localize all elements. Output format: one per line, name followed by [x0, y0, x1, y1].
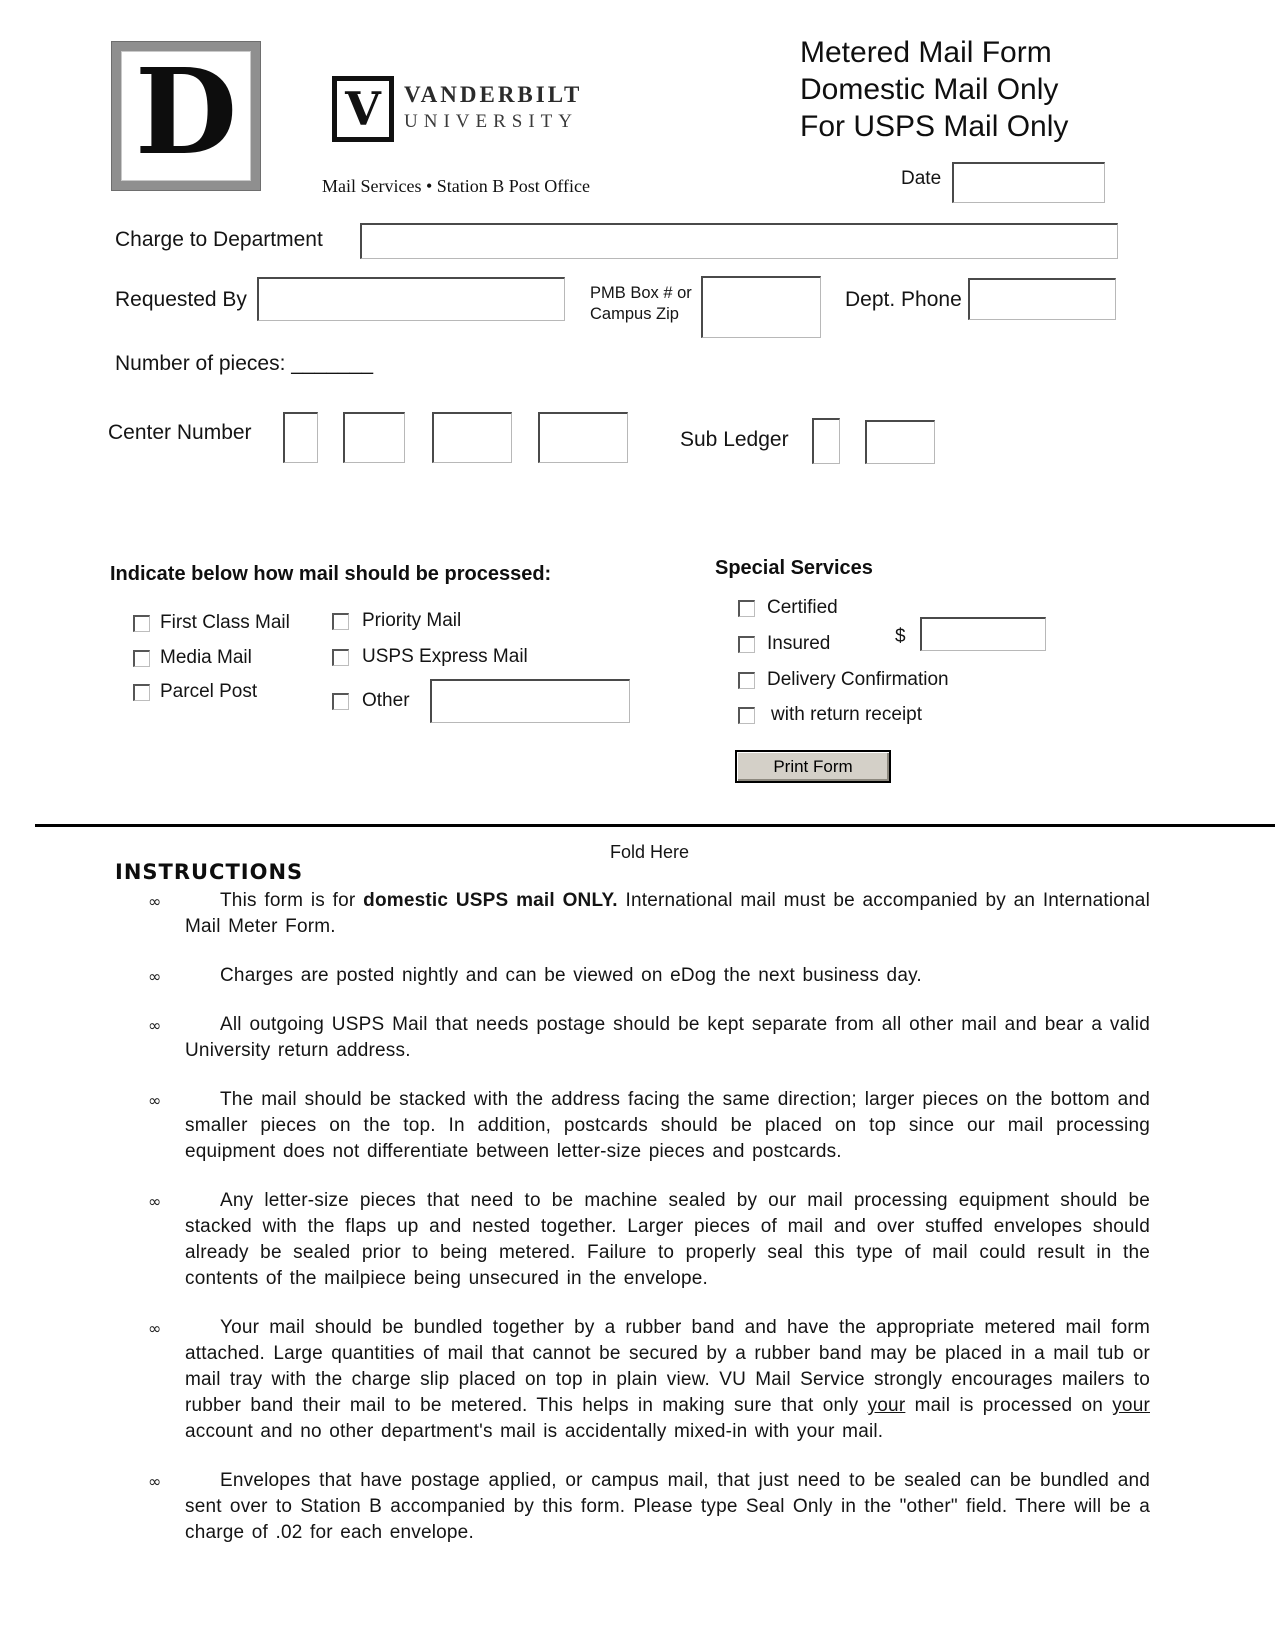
instruction-text: All outgoing USPS Mail that needs postage should be kept separate from all other mail and bear a valid University return address. [185, 1014, 1150, 1061]
mail-services-subtitle: Mail Services • Station B Post Office [322, 176, 590, 196]
pmb-box-label: PMB Box # or Campus Zip [590, 284, 692, 323]
return-receipt-label: with return receipt [771, 704, 923, 725]
date-input[interactable] [952, 162, 1105, 203]
delivery-confirmation-option [738, 669, 949, 691]
other-option [332, 690, 410, 712]
priority-mail-checkbox[interactable] [332, 613, 349, 630]
parcel-post-label: Parcel Post [160, 681, 258, 702]
d-logo [112, 42, 260, 190]
insured-option [738, 633, 830, 655]
certified-label: Certified [767, 597, 838, 618]
other-checkbox[interactable] [332, 693, 349, 710]
instruction-text: Envelopes that have postage applied, or campus mail, that just need to be sealed can be bundled and sent over to Station B accompanied by this form. Please type Seal Only in the "other" field. There will be a charge of .02 for each envelope. [185, 1470, 1150, 1543]
instructions-heading: INSTRUCTIONS [115, 860, 304, 884]
center-number-box-4[interactable] [538, 412, 628, 463]
delivery-confirmation-label: Delivery Confirmation [767, 669, 949, 690]
media-mail-checkbox[interactable] [133, 650, 150, 667]
pmb-box-input[interactable] [701, 276, 821, 338]
parcel-post-option [133, 681, 257, 703]
instruction-text: Your mail should be bundled together by a rubber band and have the appropriate metered mail form attached. Large quantities of mail that cannot be secured by a rubber band may be placed in a mail tub or mail tray with the charge slip placed on top in plain view. VU Mail Service strongly encourages mailers to rubber band their mail to be metered. This helps in making sure that only your mail is processed on your account and no other department's mail is accidentally mixed-in with your mail. [185, 1317, 1150, 1442]
vanderbilt-shield-icon: V [332, 76, 394, 142]
first-class-mail-checkbox[interactable] [133, 615, 150, 632]
sub-ledger-label: Sub Ledger [680, 428, 789, 451]
instruction-text: Any letter-size pieces that need to be machine sealed by our mail processing equipment should be stacked with the flaps up and nested together. Larger pieces of mail and over stuffed envelopes should already be sealed prior to being metered. Failure to properly seal this type of mail could result in the contents of the mailpiece being unsecured in the envelope. [185, 1190, 1150, 1289]
center-number-box-3[interactable] [432, 412, 512, 463]
instruction-text: The mail should be stacked with the address facing the same direction; larger pieces on the bottom and smaller pieces on the top. In addition, postcards should be placed on top since our mail processing equipment does not differentiate between letter-size pieces and postcards. [185, 1089, 1150, 1162]
infinity-bullet-icon: ∞ [148, 892, 162, 911]
print-form-button[interactable]: Print Form [735, 750, 891, 783]
first-class-mail-option [133, 612, 290, 634]
instruction-text: Charges are posted nightly and can be viewed on eDog the next business day. [220, 965, 922, 986]
certified-option [738, 597, 838, 619]
insured-label: Insured [767, 633, 831, 654]
vanderbilt-wordmark [404, 82, 582, 133]
insured-checkbox[interactable] [738, 636, 755, 653]
infinity-bullet-icon: ∞ [148, 1319, 162, 1338]
d-logo-letter: D [134, 42, 238, 181]
requested-by-input[interactable] [257, 277, 565, 321]
instruction-item [148, 1188, 1150, 1292]
parcel-post-checkbox[interactable] [133, 684, 150, 701]
dept-phone-input[interactable] [968, 278, 1116, 320]
form-title-line3: For USPS Mail Only [800, 110, 1069, 143]
insured-amount-input[interactable] [920, 617, 1046, 651]
form-title-line2: Domestic Mail Only [800, 73, 1059, 106]
dept-phone-label: Dept. Phone [845, 288, 962, 311]
center-number-label: Center Number [108, 421, 252, 444]
charge-to-department-input[interactable] [360, 223, 1118, 259]
dollar-sign-label: $ [895, 626, 906, 647]
first-class-mail-label: First Class Mail [160, 612, 290, 633]
infinity-bullet-icon: ∞ [148, 1016, 162, 1035]
infinity-bullet-icon: ∞ [148, 1192, 162, 1211]
charge-to-department-label: Charge to Department [115, 228, 323, 251]
instruction-item [148, 1087, 1150, 1165]
fold-here-label: Fold Here [610, 842, 690, 862]
instruction-item [148, 1315, 1150, 1445]
usps-express-mail-checkbox[interactable] [332, 649, 349, 666]
infinity-bullet-icon: ∞ [148, 967, 162, 986]
return-receipt-option [738, 704, 922, 726]
form-title [800, 34, 1068, 145]
usps-express-mail-label: USPS Express Mail [362, 646, 528, 667]
infinity-bullet-icon: ∞ [148, 1472, 162, 1491]
center-number-box-2[interactable] [343, 412, 405, 463]
media-mail-option [133, 647, 252, 669]
date-label: Date [901, 168, 942, 189]
other-input[interactable] [430, 679, 630, 723]
priority-mail-option [332, 610, 461, 632]
instruction-item [148, 888, 1150, 940]
number-of-pieces-label: Number of pieces: _______ [115, 352, 373, 375]
delivery-confirmation-checkbox[interactable] [738, 672, 755, 689]
instruction-item [148, 963, 1150, 989]
instruction-item [148, 1012, 1150, 1064]
university-name-line1: VANDERBILT [404, 82, 583, 107]
center-number-box-1[interactable] [283, 412, 318, 463]
sub-ledger-box-2[interactable] [865, 420, 935, 464]
university-name-line2: UNIVERSITY [404, 111, 578, 132]
usps-express-mail-option [332, 646, 528, 668]
return-receipt-checkbox[interactable] [738, 707, 755, 724]
special-services-heading: Special Services [715, 557, 873, 579]
instruction-text: This form is for domestic USPS mail ONLY. International mail must be accompanied by an International Mail Meter Form. [185, 890, 1150, 937]
fold-line-divider [35, 824, 1275, 827]
media-mail-label: Media Mail [160, 647, 252, 668]
instructions-list [148, 888, 1150, 1569]
processing-heading: Indicate below how mail should be processed: [110, 563, 552, 585]
priority-mail-label: Priority Mail [362, 610, 462, 631]
requested-by-label: Requested By [115, 288, 247, 311]
certified-checkbox[interactable] [738, 600, 755, 617]
form-title-line1: Metered Mail Form [800, 36, 1052, 69]
infinity-bullet-icon: ∞ [148, 1091, 162, 1110]
other-label: Other [362, 690, 410, 711]
sub-ledger-box-1[interactable] [812, 418, 840, 464]
instruction-item [148, 1468, 1150, 1546]
